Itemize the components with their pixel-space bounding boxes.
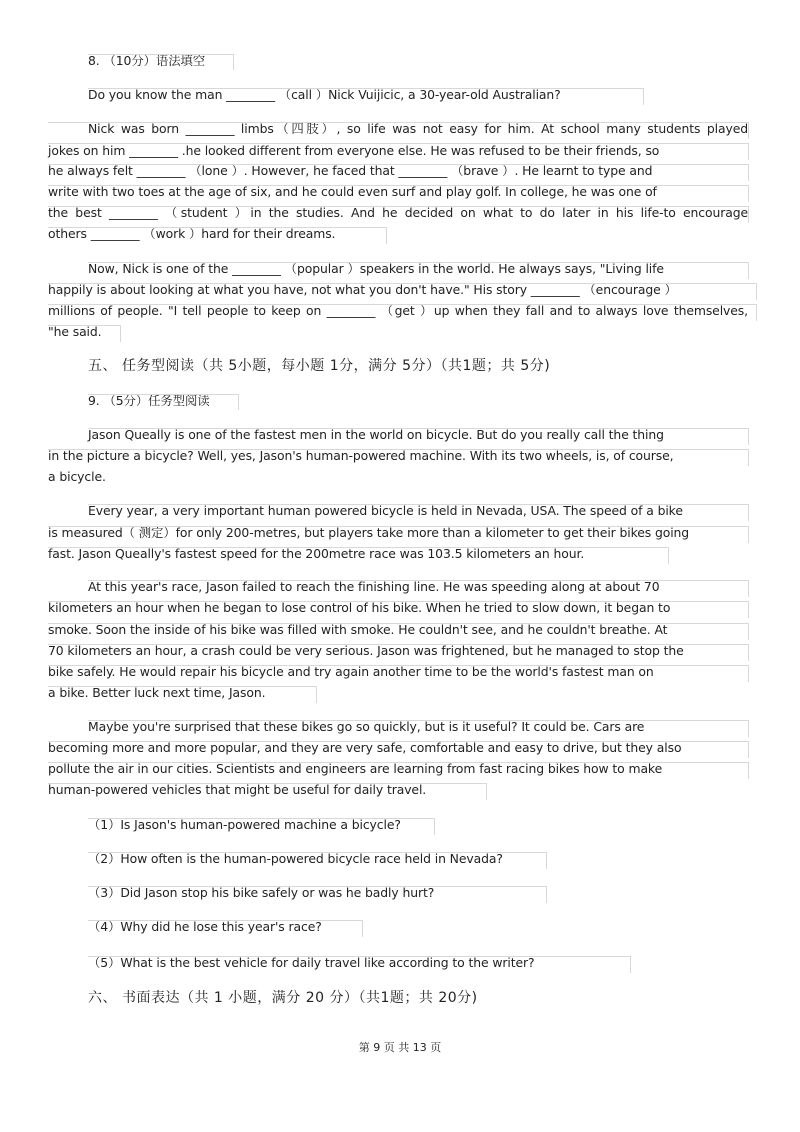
question-8-line: the best ________ （student ）in the studies. And he decided on what to do later in his life-to encourage xyxy=(48,205,748,220)
text-frame xyxy=(88,88,644,105)
text-frame xyxy=(48,741,749,758)
question-8-line: Now, Nick is one of the ________ （popular ）speakers in the world. He always says, "Living life xyxy=(88,261,664,276)
text-frame xyxy=(48,164,749,181)
text-frame xyxy=(48,449,749,466)
passage-line: human-powered vehicles that might be useful for daily travel. xyxy=(48,782,427,797)
passage-line: Every year, a very important human powered bicycle is held in Nevada, USA. The speed of a bike xyxy=(88,503,683,518)
text-frame xyxy=(48,526,749,543)
passage-line: Maybe you're surprised that these bikes go so quickly, but is it useful? It could be. Cars are xyxy=(88,719,645,734)
text-frame xyxy=(88,394,239,410)
passage-line: in the picture a bicycle? Well, yes, Jason's human-powered machine. With its two wheels, is, of course, xyxy=(48,448,674,463)
question-8-line: millions of people. "I tell people to keep on ________ （get ）up when they fall and to always love themselves, xyxy=(48,303,748,318)
text-frame xyxy=(48,601,749,618)
text-frame xyxy=(48,665,749,682)
passage-line: a bike. Better luck next time, Jason. xyxy=(48,685,266,700)
passage-line: kilometers an hour when he began to lose control of his bike. When he tried to slow down, it began to xyxy=(48,600,671,615)
section-five-heading: 五、 任务型阅读（共 5小题，每小题 1分，满分 5分）（共1题；共 5分) xyxy=(88,358,551,374)
text-frame xyxy=(88,720,749,737)
question-8-line: "he said. xyxy=(48,324,102,339)
text-frame xyxy=(88,886,547,903)
text-frame xyxy=(88,428,749,445)
text-frame xyxy=(48,122,749,139)
question-8-line: write with two toes at the age of six, and he could even surf and play golf. In college, he was one of xyxy=(48,184,657,199)
question-9-header: 9. （5分）任务型阅读 xyxy=(88,393,210,408)
page-number: 第 9 页 共 13 页 xyxy=(358,1041,442,1054)
question-8-line: Do you know the man ________ （call ）Nick Vuijicic, a 30-year-old Australian? xyxy=(88,87,561,102)
text-frame xyxy=(48,227,387,244)
text-frame xyxy=(48,686,317,703)
text-frame xyxy=(88,818,435,835)
text-frame xyxy=(88,920,363,937)
question-item: （4）Why did he lose this year's race? xyxy=(88,919,322,934)
passage-line: At this year's race, Jason failed to reach the finishing line. He was speeding along at about 70 xyxy=(88,579,660,594)
question-8-header: 8. （10分）语法填空 xyxy=(88,53,206,68)
passage-line: becoming more and more popular, and they are very safe, comfortable and easy to drive, but they also xyxy=(48,740,682,755)
question-item: （5）What is the best vehicle for daily travel like according to the writer? xyxy=(88,955,535,970)
question-item: （3）Did Jason stop his bike safely or was he badly hurt? xyxy=(88,885,435,900)
question-8-line: Nick was born ________ limbs（四肢）, so life was not easy for him. At school many students played xyxy=(88,121,748,136)
passage-line: is measured（ 测定）for only 200-metres, but players take more than a kilometer to get their bikes going xyxy=(48,525,690,540)
text-frame xyxy=(48,783,487,800)
question-8-line: he always felt ________ （lone ）. However, he faced that ________ （brave ）. He learnt to type and xyxy=(48,163,653,178)
question-8-line: happily is about looking at what you have, not what you don't have." His story ________ （encourage ） xyxy=(48,282,677,297)
text-frame xyxy=(88,852,547,869)
text-frame xyxy=(88,504,749,521)
text-frame xyxy=(48,143,749,160)
text-frame xyxy=(48,283,757,300)
text-frame xyxy=(88,54,234,70)
passage-line: bike safely. He would repair his bicycle and try again another time to be the world's fastest man on xyxy=(48,664,654,679)
question-8-line: others ________ （work ）hard for their dreams. xyxy=(48,226,336,241)
passage-line: fast. Jason Queally's fastest speed for the 200metre race was 103.5 kilometers an hour. xyxy=(48,546,585,561)
text-frame xyxy=(88,262,749,279)
text-frame xyxy=(48,325,121,342)
question-item: （1）Is Jason's human-powered machine a bicycle? xyxy=(88,817,401,832)
text-frame xyxy=(48,762,749,779)
text-frame xyxy=(48,547,669,564)
text-frame xyxy=(48,185,749,202)
passage-line: pollute the air in our cities. Scientists and engineers are learning from fast racing bikes how to make xyxy=(48,761,663,776)
passage-line: Jason Queally is one of the fastest men in the world on bicycle. But do you really call the thing xyxy=(88,427,664,442)
section-six-heading: 六、 书面表达（共 1 小题，满分 20 分）（共1题；共 20分) xyxy=(88,990,478,1006)
text-frame xyxy=(48,206,749,223)
text-frame xyxy=(88,580,749,597)
question-8-line: jokes on him ________ .he looked different from everyone else. He was refused to be their friends, so xyxy=(48,143,660,158)
text-frame xyxy=(88,956,631,973)
passage-line: smoke. Soon the inside of his bike was filled with smoke. He couldn't see, and he couldn't breathe. At xyxy=(48,622,668,637)
question-item: （2）How often is the human-powered bicycle race held in Nevada? xyxy=(88,851,503,866)
passage-line: 70 kilometers an hour, a crash could be very serious. Jason was frightened, but he managed to stop the xyxy=(48,643,684,658)
text-frame xyxy=(48,623,749,640)
passage-line: a bicycle. xyxy=(48,469,106,484)
text-frame xyxy=(48,644,749,661)
text-frame xyxy=(48,304,757,321)
